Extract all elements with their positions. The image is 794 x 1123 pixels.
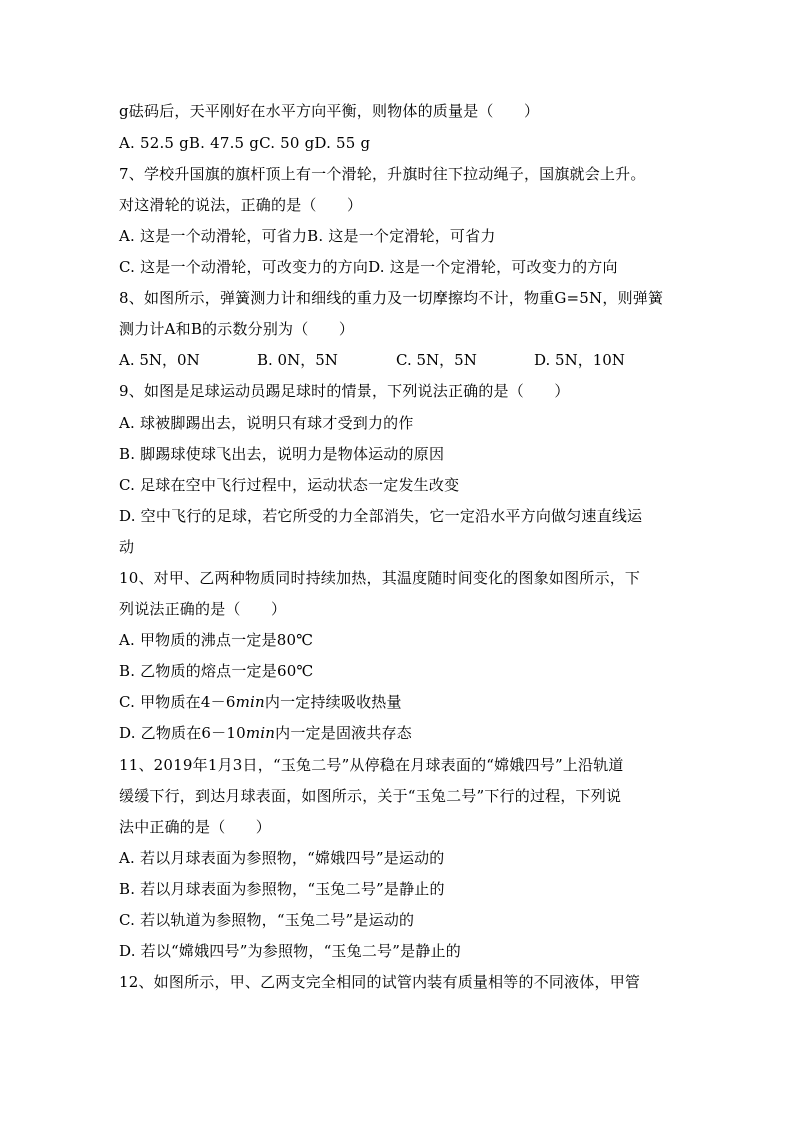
q10-option-c [119, 692, 679, 712]
q11-option-a: A. 若以月球表面为参照物，“嫦娥四号”是运动的 [119, 849, 445, 867]
q10-option-d-prefix: D. 乙物质在6－10 [119, 724, 246, 742]
q6-stem-continuation: g砝码后，天平刚好在水平方向平衡，则物体的质量是（ ） [119, 102, 540, 120]
q9-option-d-line-1: D. 空中飞行的足球，若它所受的力全部消失，它一定沿水平方向做匀速直线运 [119, 507, 643, 525]
q7-stem-line-2: 对这滑轮的说法，正确的是（ ） [119, 196, 363, 214]
q10-option-d [119, 723, 679, 743]
q8-option-c: C. 5N，5N [396, 351, 477, 369]
q6-options: A. 52.5 gB. 47.5 gC. 50 gD. 55 g [119, 134, 371, 152]
q11-option-b: B. 若以月球表面为参照物，“玉兔二号”是静止的 [119, 880, 445, 898]
q10-option-c-unit: min [235, 693, 265, 711]
q9-option-c: C. 足球在空中飞行过程中，运动状态一定发生改变 [119, 476, 460, 494]
q10-option-d-suffix: 内一定是固液共存态 [275, 724, 412, 742]
q8-option-d: D. 5N，10N [534, 351, 625, 369]
q11-option-d: D. 若以“嫦娥四号”为参照物，“玉兔二号”是静止的 [119, 942, 461, 960]
q8-option-b: B. 0N，5N [257, 351, 338, 369]
q9-option-b: B. 脚踢球使球飞出去，说明力是物体运动的原因 [119, 445, 445, 463]
q7-stem-line-1: 7、学校升国旗的旗杆顶上有一个滑轮，升旗时往下拉动绳子，国旗就会上升。 [119, 165, 646, 183]
q10-option-a: A. 甲物质的沸点一定是80℃ [119, 631, 314, 649]
q12-stem-line-1: 12、如图所示，甲、乙两支完全相同的试管内装有质量相等的不同液体，甲管 [119, 973, 641, 991]
q9-stem: 9、如图是足球运动员踢足球时的情景，下列说法正确的是（ ） [119, 382, 570, 400]
q11-stem-line-2: 缓缓下行，到达月球表面，如图所示，关于“玉兔二号”下行的过程，下列说 [119, 787, 622, 805]
q10-stem-line-1: 10、对甲、乙两种物质同时持续加热，其温度随时间变化的图象如图所示，下 [119, 569, 641, 587]
q10-option-b: B. 乙物质的熔点一定是60℃ [119, 662, 314, 680]
q10-option-c-suffix: 内一定持续吸收热量 [264, 693, 402, 711]
q8-stem-line-1: 8、如图所示，弹簧测力计和细线的重力及一切摩擦均不计，物重G=5N，则弹簧 [119, 289, 664, 307]
q7-options-ab: A. 这是一个动滑轮，可省力B. 这是一个定滑轮，可省力 [119, 227, 496, 245]
q11-stem-line-1: 11、2019年1月3日，“玉兔二号”从停稳在月球表面的“嫦娥四号”上沿轨道 [119, 756, 624, 774]
q11-stem-line-3: 法中正确的是（ ） [119, 818, 272, 836]
q10-option-c-prefix: C. 甲物质在4－6 [119, 693, 236, 711]
q10-stem-line-2: 列说法正确的是（ ） [119, 600, 287, 618]
q8-option-a: A. 5N，0N [119, 351, 200, 369]
q8-stem-line-2: 测力计A和B的示数分别为（ ） [119, 320, 355, 338]
q9-option-d-line-2: 动 [119, 538, 135, 556]
q11-option-c: C. 若以轨道为参照物，“玉兔二号”是运动的 [119, 911, 415, 929]
q7-options-cd: C. 这是一个动滑轮，可改变力的方向D. 这是一个定滑轮，可改变力的方向 [119, 258, 618, 276]
q10-option-d-unit: min [245, 724, 276, 742]
q9-option-a: A. 球被脚踢出去，说明只有球才受到力的作 [119, 414, 414, 432]
